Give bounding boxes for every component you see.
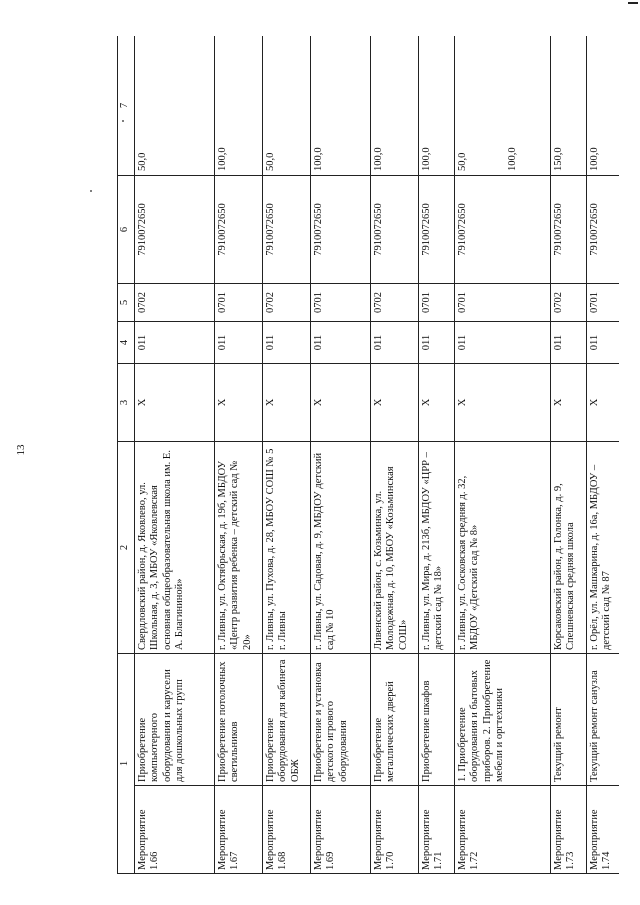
target-code-cell: 7910072650 [455, 176, 551, 284]
section-cell: 0701 [215, 284, 263, 322]
header-cell-2: 2 [118, 442, 135, 654]
event-cell: Мероприятие 1.66 [135, 786, 215, 874]
header-row [118, 36, 135, 874]
header-cell-1: 1 [118, 654, 135, 874]
code-cell: 011 [263, 322, 311, 364]
address-cell: г. Ливны, ул. Мира, д. 213б, МБДОУ «ЦРР – детский сад № 18» [419, 442, 455, 654]
section-cell: 0701 [419, 284, 455, 322]
target-code-cell: 7910072650 [419, 176, 455, 284]
x-cell: X [215, 364, 263, 442]
amount-cell [455, 36, 551, 176]
section-cell: 0701 [587, 284, 620, 322]
code-cell: 011 [551, 322, 587, 364]
event-cell: Мероприятие 1.70 [371, 786, 419, 874]
page-number: 13 [15, 444, 27, 456]
amount-cell: 100,0 [311, 36, 371, 176]
item-cell: Приобретение и установка детского игрового оборудования [311, 654, 371, 786]
event-cell: Мероприятие 1.67 [215, 786, 263, 874]
amount-cell: 50,0 [263, 36, 311, 176]
code-cell: 011 [455, 322, 551, 364]
event-cell: Мероприятие 1.74 [587, 786, 620, 874]
target-code-cell: 7910072650 [135, 176, 215, 284]
table-row [135, 36, 215, 874]
code-cell: 011 [419, 322, 455, 364]
target-code-cell: 7910072650 [587, 176, 620, 284]
section-cell: 0701 [311, 284, 371, 322]
code-cell: 011 [215, 322, 263, 364]
corner-mark [628, 2, 638, 4]
table-row [215, 36, 263, 874]
x-cell: X [371, 364, 419, 442]
item-cell: Приобретение потолочных светильников [215, 654, 263, 786]
x-cell: X [551, 364, 587, 442]
event-cell: Мероприятие 1.68 [263, 786, 311, 874]
event-cell: Мероприятие 1.71 [419, 786, 455, 874]
table-row [263, 36, 311, 874]
table-rotated-frame [117, 36, 619, 874]
amount-cell: 150,0 [551, 36, 587, 176]
address-cell: Корсаковский район, д. Голонка, д. 9, Спешневская средняя школа [551, 442, 587, 654]
item-cell: Приобретение металлических дверей [371, 654, 419, 786]
table-row [311, 36, 371, 874]
header-cell-4: 4 [118, 322, 135, 364]
x-cell: X [587, 364, 620, 442]
address-cell: г. Орёл, ул. Машкарина, д. 16а, МБДОУ – детский сад № 87 [587, 442, 620, 654]
section-cell: 0702 [551, 284, 587, 322]
item-cell: Текущий ремонт [551, 654, 587, 786]
section-cell: 0702 [263, 284, 311, 322]
amount-line-2: 100,0 [507, 147, 519, 171]
x-cell: X [263, 364, 311, 442]
target-code-cell: 7910072650 [311, 176, 371, 284]
budget-table [117, 36, 619, 874]
address-cell: г. Ливны, ул. Сосковская средняя д. 32, МБДОУ «Детский сад № 8» [455, 442, 551, 654]
target-code-cell: 7910072650 [215, 176, 263, 284]
section-cell: 0702 [135, 284, 215, 322]
target-code-cell: 7910072650 [371, 176, 419, 284]
address-cell: г. Ливны, ул. Садовая, д. 9, МБДОУ детский сад № 10 [311, 442, 371, 654]
amount-cell: 100,0 [419, 36, 455, 176]
amount-cell: 100,0 [215, 36, 263, 176]
code-cell: 011 [311, 322, 371, 364]
code-cell: 011 [587, 322, 620, 364]
scan-speck [90, 190, 92, 192]
code-cell: 011 [371, 322, 419, 364]
table-row [371, 36, 419, 874]
amount-cell: 100,0 [587, 36, 620, 176]
code-cell: 011 [135, 322, 215, 364]
amount-cell: 100,0 [371, 36, 419, 176]
event-cell: Мероприятие 1.72 [455, 786, 551, 874]
event-cell: Мероприятие 1.69 [311, 786, 371, 874]
header-cell-5: 5 [118, 284, 135, 322]
address-cell: г. Ливны, ул. Пухова, д. 28, МБОУ СОШ № 5 г. Ливны [263, 442, 311, 654]
event-cell: Мероприятие 1.73 [551, 786, 587, 874]
x-cell: X [135, 364, 215, 442]
amount-cell: 50,0 [135, 36, 215, 176]
address-cell: Ливенский район, с. Козьминка, ул. Молодежная, д. 10, МБОУ «Козьминская СОШ» [371, 442, 419, 654]
x-cell: X [455, 364, 551, 442]
header-cell-3: 3 [118, 364, 135, 442]
item-cell: Текущий ремонт санузла [587, 654, 620, 786]
table-row [551, 36, 587, 874]
table-row [455, 36, 551, 874]
amount-line-1: 50,0 [457, 152, 468, 171]
target-code-cell: 7910072650 [551, 176, 587, 284]
table-landscape [117, 36, 619, 874]
table-row [587, 36, 620, 874]
section-cell: 0702 [371, 284, 419, 322]
header-cell-7: 7 [118, 36, 135, 176]
item-cell: 1. Приобретение оборудования и бытовых приборов. 2. Приобретение мебели и оргтехники [455, 654, 551, 786]
item-cell: Приобретение оборудования для кабинета ОБЖ [263, 654, 311, 786]
section-cell: 0701 [455, 284, 551, 322]
x-cell: X [419, 364, 455, 442]
target-code-cell: 7910072650 [263, 176, 311, 284]
address-cell: Свердловский район, д. Яковлево, ул. Школьная, д. 3, МБОУ «Яковлевская основная общеобразовательная школа им. Е. А. Благининой» [135, 442, 215, 654]
table-row [419, 36, 455, 874]
header-cell-6: 6 [118, 176, 135, 284]
x-cell: X [311, 364, 371, 442]
address-cell: г. Ливны, ул. Октябрьская, д. 19б, МБДОУ «Центр развития ребенка – детский сад № 20» [215, 442, 263, 654]
item-cell: Приобретение компьютерного оборудования и карусели для дошкольных групп [135, 654, 215, 786]
item-cell: Приобретение шкафов [419, 654, 455, 786]
